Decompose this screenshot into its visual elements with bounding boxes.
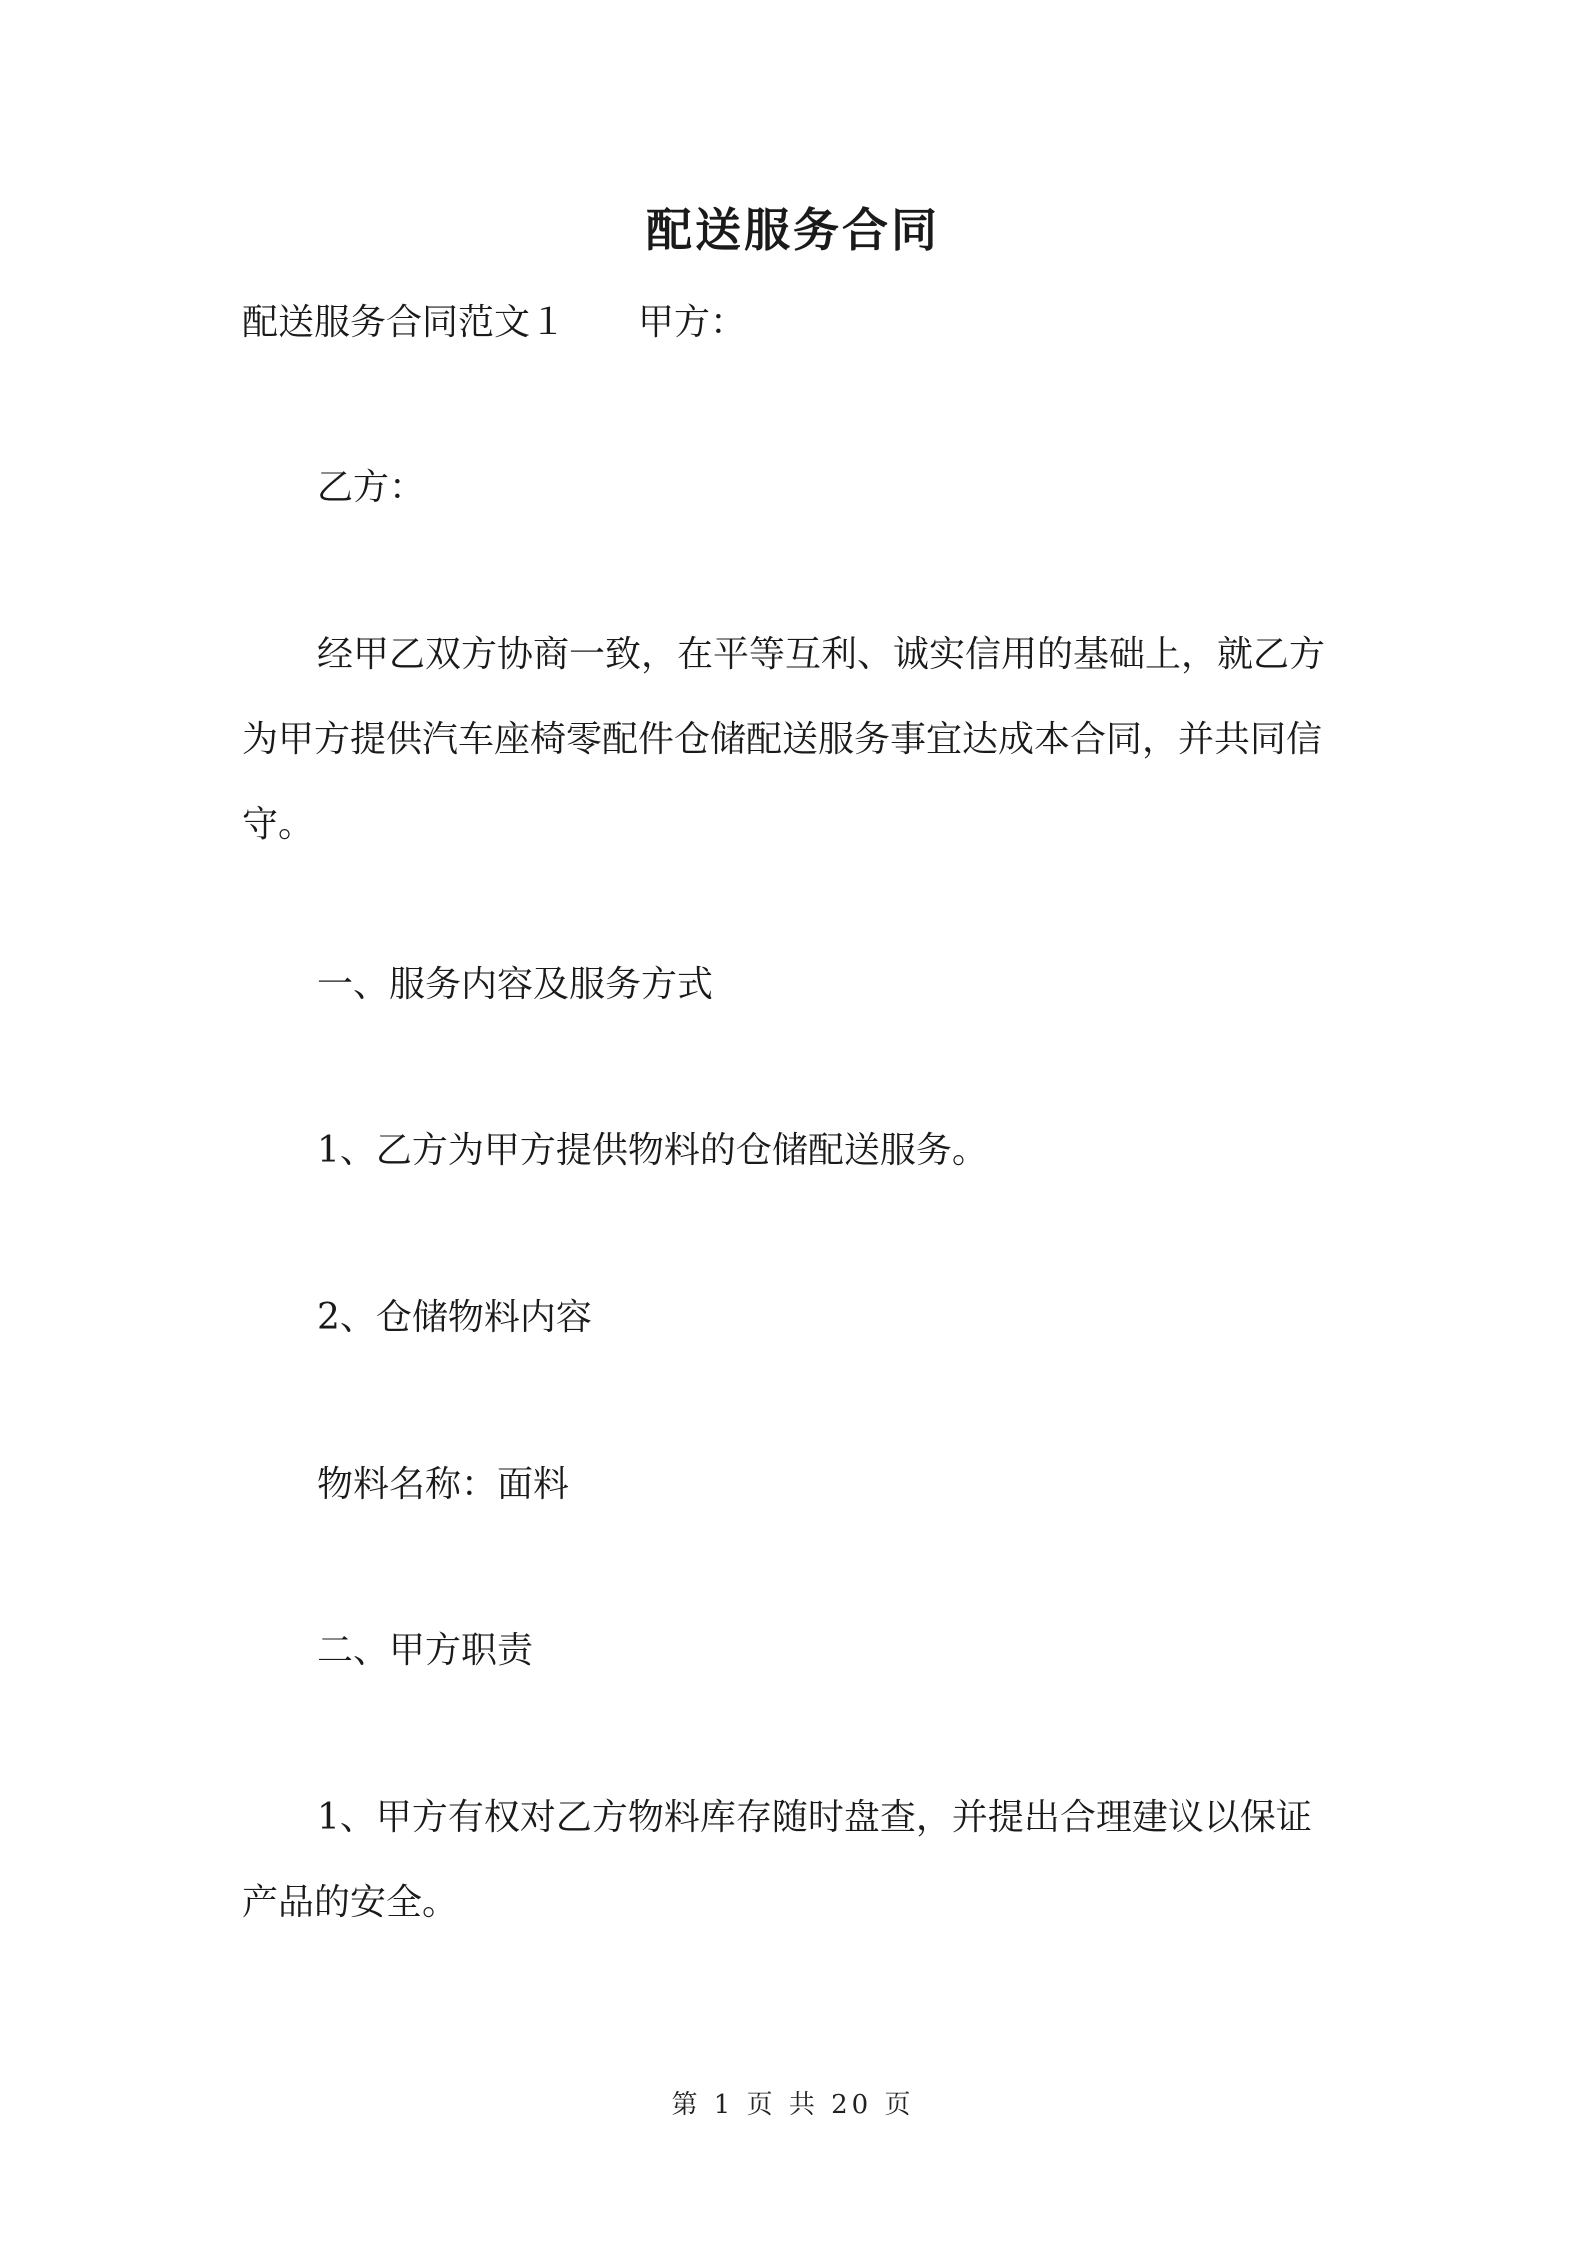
section1-item1: 1、乙方为甲方提供物料的仓储配送服务。 <box>317 1130 988 1171</box>
intro-label: 配送服务合同范文１ <box>242 302 567 343</box>
section2-item1-line: 1、甲方有权对乙方物料库存随时盘查，并提出合理建议以保证 <box>317 1797 1312 1838</box>
preamble-line: 经甲乙双方协商一致，在平等互利、诚实信用的基础上，就乙方 <box>317 634 1326 675</box>
section2-heading: 二、甲方职责 <box>317 1630 534 1671</box>
page-indicator: 第 1 页 共 20 页 <box>671 2090 915 2120</box>
party-a-label: 甲方： <box>638 302 747 343</box>
preamble-line: 守。 <box>242 804 315 845</box>
section2-item1-line: 产品的安全。 <box>242 1882 459 1923</box>
party-b-label: 乙方： <box>317 467 426 508</box>
section2-item1 <box>242 1775 1362 1945</box>
section1-item2: 2、仓储物料内容 <box>317 1297 592 1338</box>
section1-heading: 一、服务内容及服务方式 <box>317 964 714 1005</box>
intro-row <box>242 280 746 365</box>
preamble-paragraph <box>242 612 1362 867</box>
document-title: 配送服务合同 <box>646 203 940 257</box>
material-name: 物料名称：面料 <box>317 1464 570 1505</box>
preamble-line: 为甲方提供汽车座椅零配件仓储配送服务事宜达成本合同，并共同信 <box>242 719 1323 760</box>
